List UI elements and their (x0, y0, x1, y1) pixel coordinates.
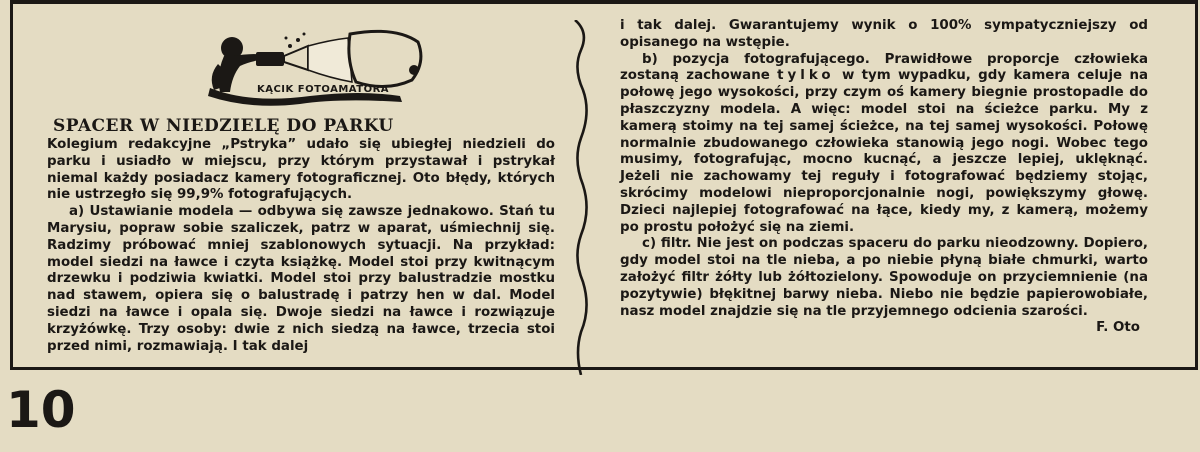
article-signature: F. Oto (1096, 320, 1140, 336)
column-divider-rule (567, 20, 597, 375)
section-b-lead: b) pozycja fotografującego. Prawidłowe proporcje człowieka zostaną zachowane (620, 51, 1148, 84)
logo-caption: KĄCIK FOTOAMATORA (256, 84, 390, 95)
article-section-c: c) filtr. Nie jest on podczas spaceru do parku nieodzowny. Dopiero, gdy model stoi na tle nieba, a po niebie płyną białe chmurki, warto założyć filtr żółty lub żółtozielony. Spowoduje on przyciemnienie (na pozytywie) błękitnej barwy nieba. Niebo nie będzie papierowobiałe, nasz model znajdzie się na tle przyjemnego odcienia szarości. (620, 236, 1148, 319)
article-headline: SPACER W NIEDZIELĘ DO PARKU (53, 116, 394, 136)
page-number: 10 (6, 381, 76, 439)
article-right-column (620, 18, 1148, 337)
article-left-column (47, 115, 555, 355)
article-section-a: a) Ustawianie modela — odbywa się zawsze jednakowo. Stań tu Marysiu, popraw sobie szaliczek, patrz w aparat, uśmiechnij się. Radzimy próbować mniej szablonowych sytuacji. Na przykład: model siedzi na ławce i czyta książkę. Model stoi przy kwitnącym drzewku i podziwia kwiatki. Model stoi przy balustradzie mostku nad stawem, opiera się o balustradę i patrzy hen w dal. Model siedzi na ławce i opala się. Dwoje siedzi na ławce i rozwiązuje krzyżówkę. Trzy osoby: dwie z nich siedzą na ławce, trzecia stoi przed nimi, rozmawiają. I tak dalej (47, 204, 555, 354)
section-b-body: w tym wypadku, gdy kamera celuje na połowę jego wysokości, przy czym oś kamery biegnie prostopadle do płaszczyzny modela. A więc: model stoi na ścieżce parku. My z kamerą stoimy na tej samej ścieżce, na tej samej wysokości. Połowę normalnie zbudowanego człowieka stanowią jego nogi. Wobec tego musimy, fotografując, mocno kucnąć, a jeszcze lepiej, uklęknąć. Jeżeli nie zachowamy tej reguły i fotografować będziemy stojąc, skrócimy modelowi nieproporcjonalnie nogi, powiększymy głowę. Dzieci najlepiej fotografować na łące, kiedy my, z kamerą, możemy po prostu położyć się na ziemi. (620, 68, 1149, 235)
article-intro: Kolegium redakcyjne „Pstryka” udało się ubiegłej niedzieli do parku i usiadło w miejscu, przy którym przystawał i pstrykał niemal każdy posiadacz kamery fotograficznej. Oto błędy, których nie ustrzegło się 99,9% fotografujących. (47, 137, 555, 203)
section-b-emphasis: tylko (777, 68, 835, 84)
article-section-a-continued: i tak dalej. Gwarantujemy wynik o 100% sympatyczniejszy od opisanego na wstępie. (620, 18, 1148, 50)
article-section-b (620, 52, 1148, 237)
